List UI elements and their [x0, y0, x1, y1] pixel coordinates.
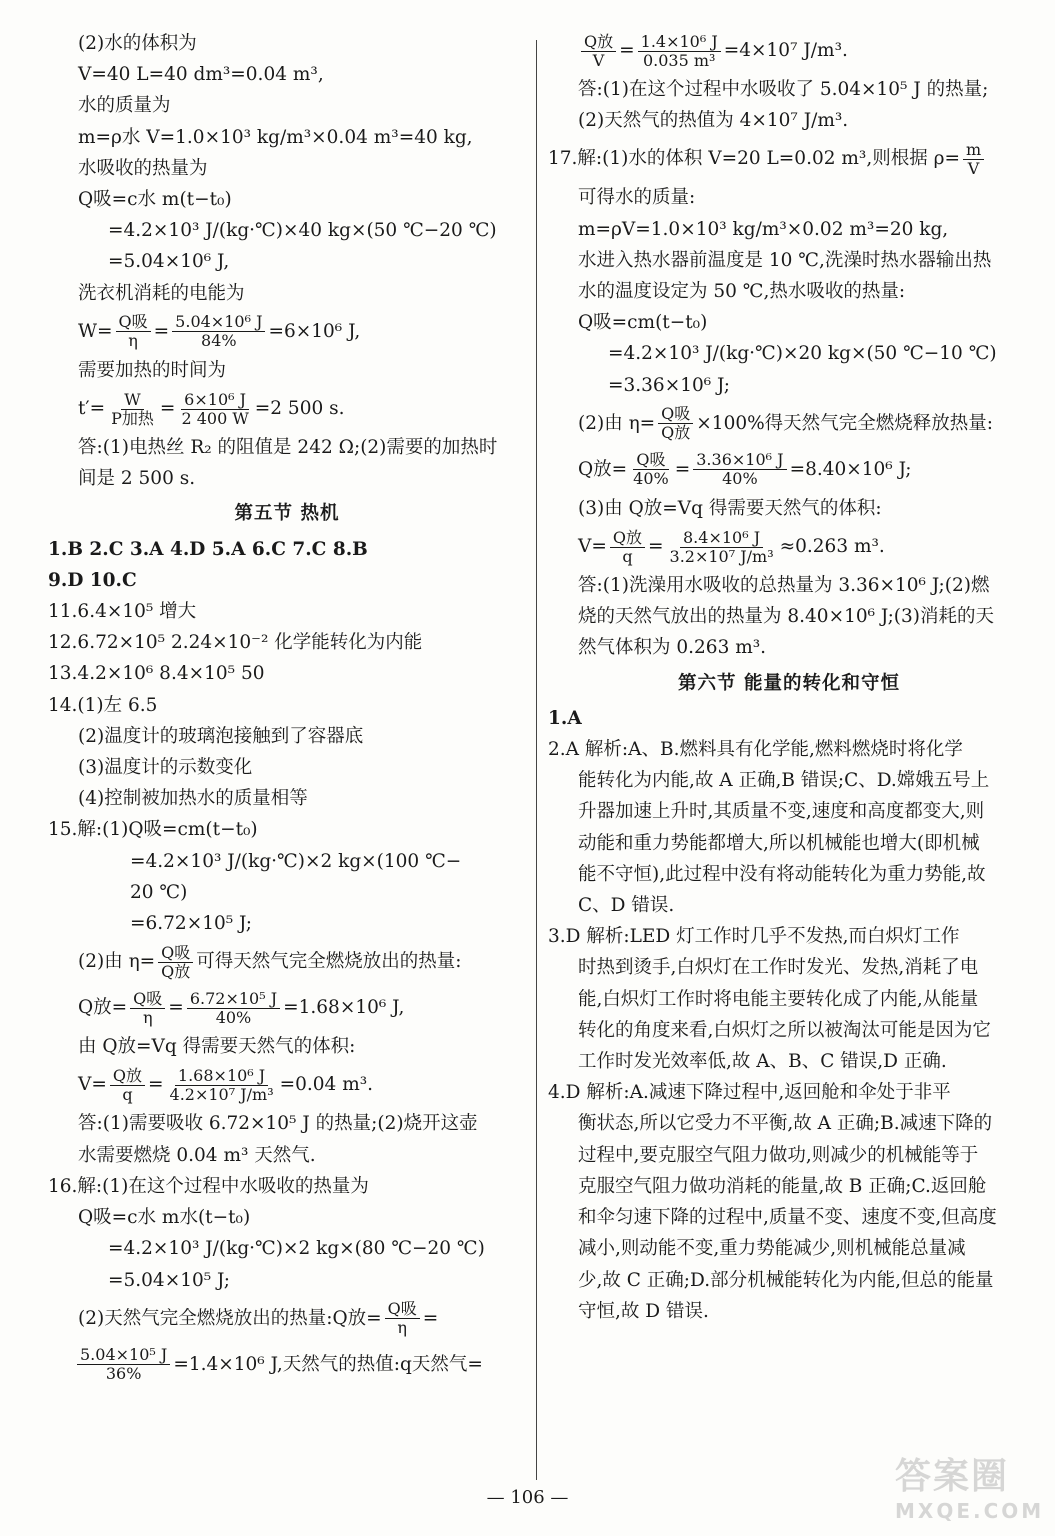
left-column — [48, 28, 526, 1388]
text-line: (2)天然气的热值为 4×10⁷ J/m³. — [578, 110, 849, 132]
formula-line: V= $\frac{\text{Q放}}{q}$ = $\frac{\text{1.68×10⁶ J}}{\text{4.2×10⁷ J/m³}}$ =0.04 m³. — [78, 1065, 374, 1104]
text-line: Q吸=cm(t−t₀) — [578, 312, 708, 334]
text-line: 升器加速上升时,其质量不变,速度和高度都变大,则 — [578, 801, 985, 823]
text-line: =3.36×10⁶ J; — [608, 374, 730, 396]
text-line: =4.2×10³ J/(kg·℃)×2 kg×(80 ℃−20 ℃) — [108, 1238, 485, 1260]
text-line: 水吸收的热量为 — [78, 157, 208, 179]
fraction: $\frac{\text{Q吸}}{40\%}$ — [633, 450, 669, 489]
text-line: 需要加热的时间为 — [78, 359, 227, 381]
fraction: $\frac{\text{Q吸}}{\eta}$ — [385, 1300, 420, 1337]
text-line: m=ρV=1.0×10³ kg/m³×0.02 m³=20 kg, — [578, 218, 949, 240]
text-line: 答:(1)洗澡用水吸收的总热量为 3.36×10⁶ J;(2)燃 — [578, 575, 990, 597]
text-line: 少,故 C 正确;D.部分机械能转化为内能,但总的能量 — [578, 1269, 994, 1291]
fraction: $\frac{\text{8.4×10⁶ J}}{\text{3.2×10⁷ J/m³}}$ — [669, 527, 774, 566]
text-line: 克服空气阻力做功消耗的能量,故 B 正确;C.返回舱 — [578, 1175, 987, 1197]
text-line: 水的质量为 — [78, 95, 171, 117]
fraction: $\frac{W}{\text{P加热}}$ — [111, 389, 154, 428]
text-line: m=ρ水 V=1.0×10³ kg/m³×0.04 m³=40 kg, — [78, 126, 473, 148]
fraction: $\frac{\text{1.68×10⁶ J}}{\text{4.2×10⁷ J/m³}}$ — [169, 1065, 274, 1104]
text-line: 能不守恒),此过程中没有将动能转化为重力势能,故 — [578, 863, 986, 885]
text-line: 过程中,要克服空气阻力做功,则减少的机械能等于 — [578, 1144, 979, 1166]
answer-line: 13.4.2×10⁶ 8.4×10⁵ 50 — [48, 663, 265, 685]
text-line: Q吸=c水 m(t−t₀) — [78, 189, 232, 211]
text-line: =4.2×10³ J/(kg·℃)×2 kg×(100 ℃− — [130, 850, 462, 872]
fraction: $\frac{\text{Q吸}}{\text{Q放}}$ — [158, 944, 193, 981]
text-line: 能,白炽灯工作时将电能主要转化成了内能,从能量 — [578, 988, 979, 1010]
answer-line: 16.解:(1)在这个过程中水吸收的热量为 — [48, 1175, 369, 1197]
answer-line: 15.解:(1)Q吸=cm(t−t₀) — [48, 819, 258, 841]
answer-line: 1.A — [548, 707, 582, 729]
answer-line: 9.D 10.C — [48, 569, 137, 591]
watermark-logo — [895, 1448, 1045, 1528]
fraction: $\frac{\text{Q吸}}{\eta}$ — [130, 990, 165, 1027]
watermark-title: 答案圈 — [895, 1456, 1010, 1497]
answer-line: 3.D 解析:LED 灯工作时几乎不发热,而白炽灯工作 — [548, 926, 960, 948]
formula-line: V= $\frac{\text{Q放}}{q}$ = $\frac{\text{8.4×10⁶ J}}{\text{3.2×10⁷ J/m³}}$ ≈0.263 m³. — [578, 527, 885, 566]
fraction: $\frac{m}{V}$ — [963, 141, 984, 178]
formula-line: $\frac{\text{Q放}}{V}$ = $\frac{\text{1.4×10⁶ J}}{\text{0.035 m³}}$ =4×10⁷ J/m³. — [548, 28, 1030, 74]
fraction: $\frac{\text{Q放}}{V}$ — [581, 33, 616, 70]
text-line: (3)由 Q放=Vq 得需要天然气的体积: — [578, 497, 882, 519]
text-line: 能转化为内能,故 A 正确,B 错误;C、D.嫦娥五号上 — [578, 770, 990, 792]
fraction: $\frac{\text{5.04×10⁵ J}}{36\%}$ — [77, 1346, 170, 1383]
answer-line: (3)温度计的示数变化 — [78, 757, 253, 779]
text-line: 洗衣机消耗的电能为 — [78, 282, 245, 304]
text-line: 工作时发光效率低,故 A、B、C 错误,D 正确. — [578, 1051, 947, 1073]
fraction: $\frac{\text{1.4×10⁶ J}}{\text{0.035 m³}}$ — [638, 33, 721, 70]
text-line: 时热到烫手,白炽灯在工作时发光、发热,消耗了电 — [578, 957, 979, 979]
right-column — [548, 28, 1030, 1327]
section-heading: 第六节 能量的转化和守恒 — [678, 672, 900, 694]
formula-line: W= $\frac{\text{Q吸}}{\eta}$ = $\frac{\text{5.04×10⁶ J}}{84\%}$ =6×10⁶ J, — [78, 312, 361, 351]
answer-line: 14.(1)左 6.5 — [48, 694, 158, 716]
answer-line: 1.B 2.C 3.A 4.D 5.A 6.C 7.C 8.B — [48, 538, 368, 560]
text-line: =4.2×10³ J/(kg·℃)×20 kg×(50 ℃−10 ℃) — [608, 343, 997, 365]
text-line: 20 ℃) — [130, 881, 188, 903]
text-line: 答:(1)电热丝 R₂ 的阻值是 242 Ω;(2)需要的加热时 — [78, 437, 498, 459]
text-line: 烧的天然气放出的热量为 8.40×10⁶ J;(3)消耗的天 — [578, 606, 995, 628]
text-line: 守恒,故 D 错误. — [578, 1300, 709, 1322]
fraction: $\frac{\text{6.72×10⁵ J}}{40\%}$ — [187, 990, 280, 1027]
answer-line: 2.A 解析:A、B.燃料具有化学能,燃料燃烧时将化学 — [548, 739, 963, 761]
text-line: C、D 错误. — [578, 895, 675, 917]
formula-line: Q放= $\frac{\text{Q吸}}{\eta}$ = $\frac{\text{6.72×10⁵ J}}{40\%}$ =1.68×10⁶ J, — [78, 988, 405, 1027]
text-line: 减小,则动能不变,重力势能减少,则机械能总量减 — [578, 1238, 966, 1260]
section-heading: 第五节 热机 — [234, 503, 340, 525]
answer-line: (4)控制被加热水的质量相等 — [78, 788, 308, 810]
formula-line: (2)由 η= $\frac{\text{Q吸}}{\text{Q放}}$ ×100%得天然气完全燃烧释放热量: — [578, 404, 993, 443]
fraction: $\frac{\text{5.04×10⁶ J}}{84\%}$ — [172, 313, 265, 350]
text-line: V=40 L=40 dm³=0.04 m³, — [78, 64, 324, 86]
fraction: $\frac{\text{Q放}}{q}$ — [610, 529, 645, 566]
fraction: $\frac{\text{Q放}}{q}$ — [110, 1067, 145, 1104]
text-line: Q吸=c水 m水(t−t₀) — [78, 1207, 251, 1229]
text-line: 答:(1)在这个过程中水吸收了 5.04×10⁵ J 的热量; — [578, 79, 989, 100]
fraction: $\frac{\text{Q吸}}{\text{Q放}}$ — [658, 405, 693, 442]
text-line: 间是 2 500 s. — [78, 468, 196, 490]
text-line: 水进入热水器前温度是 10 ℃,洗澡时热水器输出热 — [578, 249, 992, 271]
answer-line: (2)温度计的玻璃泡接触到了容器底 — [78, 725, 364, 747]
watermark-url: MXQE.COM — [895, 1499, 1045, 1523]
formula-line: t′= $\frac{W}{\text{P加热}}$ = $\frac{\text{6×10⁶ J}}{2 400 W}$ =2 500 s. — [78, 389, 345, 428]
formula-line: (2)由 η= $\frac{\text{Q吸}}{\text{Q放}}$ 可得天然气完全燃烧放出的热量: — [78, 942, 462, 981]
text-line: =5.04×10⁵ J; — [108, 1269, 230, 1291]
text-line: 然气体积为 0.263 m³. — [578, 637, 767, 659]
column-divider — [536, 40, 537, 1480]
text-line: =5.04×10⁶ J, — [108, 251, 230, 273]
text-line: 衡状态,所以它受力不平衡,故 A 正确;B.减速下降的 — [578, 1113, 993, 1135]
text-line: 水需要燃烧 0.04 m³ 天然气. — [78, 1144, 316, 1166]
fraction: $\frac{\text{3.36×10⁶ J}}{40\%}$ — [693, 451, 786, 488]
formula-line: 17.解:(1)水的体积 V=20 L=0.02 m³,则根据 ρ= $\frac{m}{V}$ — [548, 136, 1030, 182]
text-line: 水的温度设定为 50 ℃,热水吸收的热量: — [578, 281, 906, 303]
answer-line: 11.6.4×10⁵ 增大 — [48, 601, 197, 623]
answer-line: 12.6.72×10⁵ 2.24×10⁻² 化学能转化为内能 — [48, 632, 423, 654]
formula-line: (2)天然气完全燃烧放出的热量:Q放= $\frac{\text{Q吸}}{\eta}$ = — [78, 1299, 439, 1338]
text-line: 转化的角度来看,白炽灯之所以被淘汰可能是因为它 — [578, 1019, 991, 1041]
page-number: — 106 — — [486, 1487, 569, 1508]
text-line: =4.2×10³ J/(kg·℃)×40 kg×(50 ℃−20 ℃) — [108, 220, 497, 242]
text-line: 可得水的质量: — [578, 187, 696, 209]
text-line: 动能和重力势能都增大,所以机械能也增大(即机械 — [578, 832, 980, 854]
formula-line: Q放= $\frac{\text{Q吸}}{40\%}$ = $\frac{\text{3.36×10⁶ J}}{40\%}$ =8.40×10⁶ J; — [578, 450, 912, 489]
text-line: (2)水的体积为 — [78, 33, 197, 54]
formula-line: $\frac{\text{5.04×10⁵ J}}{36\%}$ =1.4×10⁶ J,天然气的热值:q天然气= — [48, 1342, 526, 1388]
text-line: 答:(1)需要吸收 6.72×10⁵ J 的热量;(2)烧开这壶 — [78, 1113, 478, 1135]
answer-line: 4.D 解析:A.减速下降过程中,返回舱和伞处于非平 — [548, 1082, 951, 1104]
text-line: 由 Q放=Vq 得需要天然气的体积: — [78, 1036, 356, 1058]
fraction: $\frac{\text{Q吸}}{\eta}$ — [116, 313, 151, 350]
text-line: =6.72×10⁵ J; — [130, 913, 252, 935]
text-line: 和伞匀速下降的过程中,质量不变、速度不变,但高度 — [578, 1207, 997, 1229]
fraction: $\frac{\text{6×10⁶ J}}{2 400 W}$ — [181, 389, 249, 428]
